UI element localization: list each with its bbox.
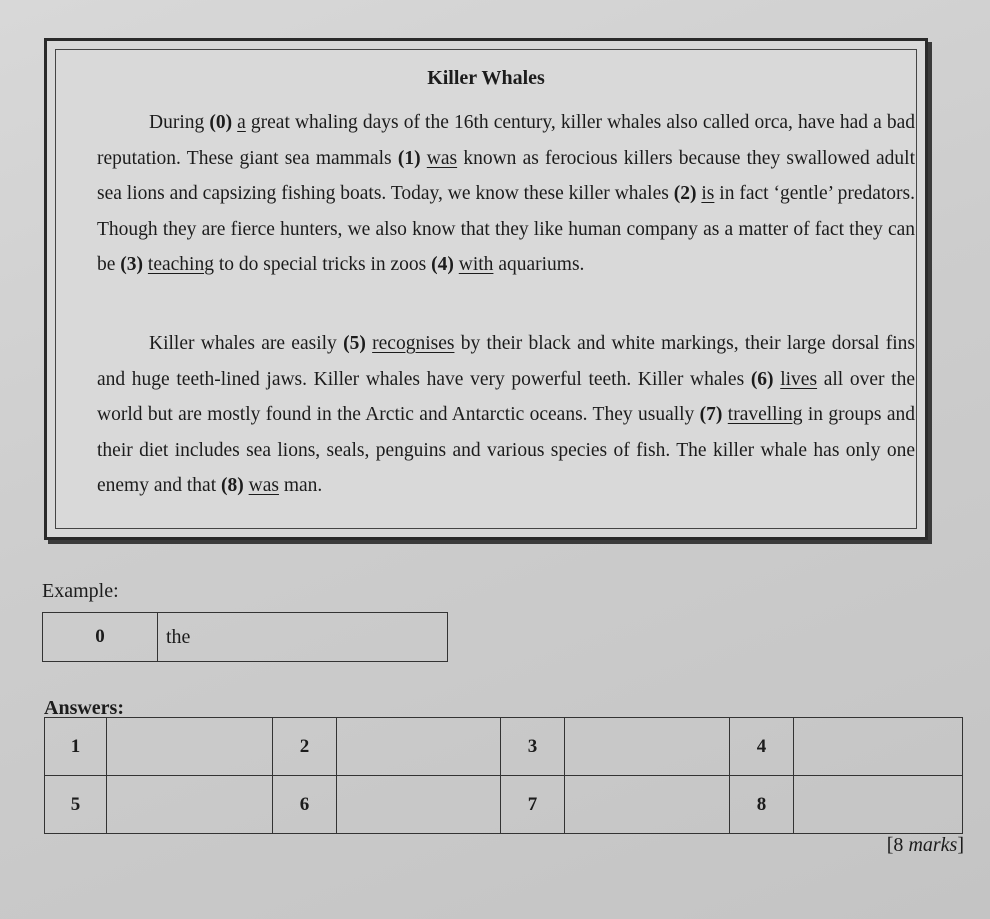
answer-field[interactable] bbox=[565, 718, 730, 776]
passage-text: in fact ‘gentle’ predators. Though they are fierce hunters, we also know that they like human company as a matter of fact they can be bbox=[97, 183, 915, 275]
answer-field[interactable] bbox=[107, 718, 273, 776]
passage-text: known as ferocious killers because they swallowed adult sea lions and capsizing fishing boats. Today, we know these killer whales bbox=[97, 147, 915, 204]
paragraph-2 bbox=[97, 326, 915, 504]
passage-text: by their black and white markings, their large dorsal fins and huge teeth-lined jaws. Killer whales have very powerful teeth. Killer whales bbox=[97, 333, 916, 390]
passage-text: During bbox=[149, 112, 210, 133]
passage-text: Killer whales are easily bbox=[149, 333, 344, 354]
passage-text: man. bbox=[278, 475, 323, 496]
underlined-word: with bbox=[458, 254, 494, 275]
underlined-word: was bbox=[426, 147, 458, 169]
answer-field[interactable] bbox=[337, 718, 501, 776]
gap-number: (3) bbox=[120, 254, 144, 275]
answers-label: Answers: bbox=[44, 697, 124, 719]
answer-number: 3 bbox=[501, 718, 565, 776]
marks-close: ] bbox=[957, 834, 964, 856]
gap-number: (8) bbox=[221, 475, 244, 496]
answer-number: 4 bbox=[730, 718, 794, 776]
underlined-word: travelling bbox=[727, 404, 803, 425]
answer-number: 8 bbox=[730, 776, 794, 834]
answer-number: 2 bbox=[273, 718, 337, 776]
passage-text: in groups and their diet includes sea lions, seals, penguins and various species of fish. The killer whale has only one enemy and that bbox=[97, 404, 915, 496]
underlined-word: was bbox=[248, 475, 279, 496]
example-box bbox=[42, 612, 448, 662]
gap-number: (0) bbox=[209, 112, 233, 133]
answer-row-1 bbox=[45, 718, 963, 776]
answer-number: 1 bbox=[45, 718, 107, 776]
gap-number: (7) bbox=[699, 404, 723, 425]
gap-number: (4) bbox=[431, 254, 454, 275]
passage-frame bbox=[44, 38, 928, 540]
answer-field[interactable] bbox=[107, 776, 273, 834]
marks-word: marks bbox=[908, 834, 958, 856]
answer-field[interactable] bbox=[794, 718, 963, 776]
answer-field[interactable] bbox=[337, 776, 501, 834]
underlined-word: a bbox=[237, 112, 246, 133]
gap-number: (2) bbox=[673, 183, 697, 204]
underlined-word: teaching bbox=[147, 254, 214, 275]
gap-number: (5) bbox=[343, 333, 366, 354]
answer-number: 6 bbox=[273, 776, 337, 834]
passage-text: to do special tricks in zoos bbox=[213, 254, 432, 275]
gap-number: (1) bbox=[397, 147, 421, 169]
answer-field[interactable] bbox=[565, 776, 730, 834]
answer-row-2 bbox=[45, 776, 963, 834]
underlined-word: lives bbox=[780, 368, 818, 390]
passage-text: all over the world but are mostly found in the Arctic and Antarctic oceans. They usually bbox=[97, 368, 915, 425]
marks-open: [8 bbox=[886, 834, 909, 856]
marks-label bbox=[887, 834, 964, 857]
paragraph-1 bbox=[97, 105, 915, 283]
underlined-word: is bbox=[701, 183, 715, 204]
example-answer: the bbox=[166, 625, 191, 648]
passage-text: great whaling days of the 16th century, killer whales also called orca, have had a bad reputation. These giant sea mammals bbox=[97, 112, 915, 169]
passage-text: aquariums. bbox=[493, 254, 585, 275]
underlined-word: recognises bbox=[372, 333, 455, 354]
example-number: 0 bbox=[43, 613, 158, 661]
gap-number: (6) bbox=[750, 368, 774, 390]
answer-number: 5 bbox=[45, 776, 107, 834]
answers-table bbox=[44, 717, 963, 834]
example-label: Example: bbox=[42, 580, 119, 602]
passage-title: Killer Whales bbox=[427, 67, 545, 89]
answer-number: 7 bbox=[501, 776, 565, 834]
answer-field[interactable] bbox=[794, 776, 963, 834]
